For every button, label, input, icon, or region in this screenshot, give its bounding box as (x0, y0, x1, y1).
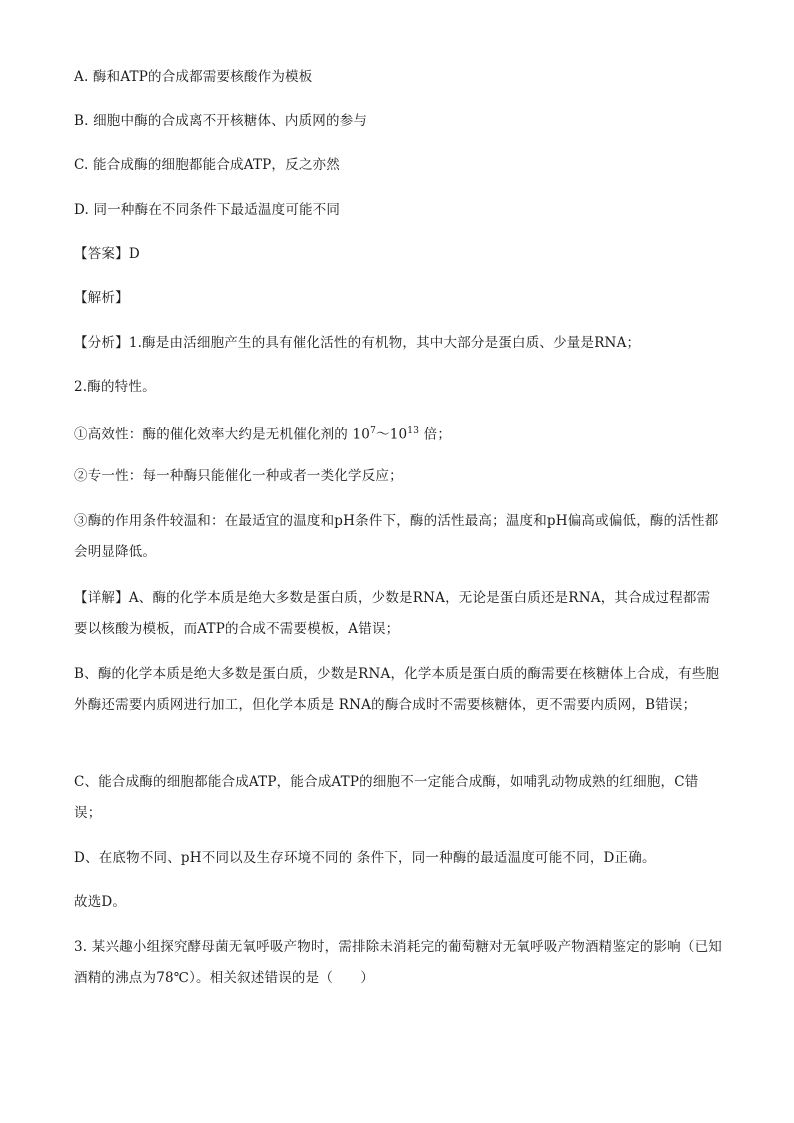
fenxi-tag: 【分析】 (74, 335, 129, 351)
option-d: D. 同一种酶在不同条件下最适温度可能不同 (74, 202, 341, 218)
fenxi-point-5: ③酶的作用条件较温和：在最适宜的温度和pH条件下，酶的活性最高；温度和pH偏高或偏低，酶的活性都会明显降低。 (74, 513, 719, 560)
question-3: 3. 某兴趣小组探究酵母菌无氧呼吸产物时，需排除未消耗完的葡萄糖对无氧呼吸产物酒精鉴定的影响（已知酒精的沸点为78℃）。相关叙述错误的是（ ） (74, 939, 722, 986)
xiangjie-c: C、能合成酶的细胞都能合成ATP，能合成ATP的细胞不一定能合成酶，如哺乳动物成熟的红细胞，C错误； (74, 774, 699, 821)
option-c: C. 能合成酶的细胞都能合成ATP，反之亦然 (74, 157, 340, 173)
fenxi-line (74, 333, 640, 353)
exponent-7: 7 (370, 426, 377, 436)
point-3-range: ～10 (376, 426, 408, 443)
xiangjie-tag: 【详解】 (74, 590, 129, 606)
xiangjie-d: D、在底物不同、pH不同以及生存环境不同的 条件下，同一种酶的最适温度可能不同，D正确。 (74, 850, 656, 866)
point-3-tail: 倍； (419, 426, 452, 443)
conclusion: 故选D。 (74, 894, 127, 910)
xiangjie-a (74, 583, 722, 645)
fenxi-point-4: ②专一性：每一种酶只能催化一种或者一类化学反应； (74, 468, 403, 484)
analysis-tag: 【解析】 (74, 290, 129, 306)
fenxi-point-2: 2.酶的特性。 (74, 379, 156, 395)
answer-value: D (128, 246, 140, 262)
fenxi-point-3 (74, 421, 451, 445)
fenxi-point-1: 1.酶是由活细胞产生的具有催化活性的有机物，其中大部分是蛋白质、少量是RNA； (128, 335, 641, 351)
answer-line (74, 244, 140, 264)
answer-tag: 【答案】 (74, 246, 129, 262)
option-a: A. 酶和ATP的合成都需要核酸作为模板 (74, 69, 313, 85)
option-b: B. 细胞中酶的合成离不开核糖体、内质网的参与 (74, 113, 368, 129)
exponent-13: 13 (407, 426, 420, 436)
xiangjie-b: B、酶的化学本质是绝大多数是蛋白质，少数是RNA，化学本质是蛋白质的酶需要在核糖体上合成，有些胞外酶还需要内质网进行加工，但化学本质是 RNA的酶合成时不需要核糖体，更不需要内质网，B错误； (74, 666, 720, 713)
xiangjie-a-text: A、酶的化学本质是绝大多数是蛋白质，少数是RNA，无论是蛋白质还是RNA，其合成过程都需要以核酸为模板，而ATP的合成不需要模板，A错误； (74, 590, 711, 637)
point-3-text: ①高效性：酶的催化效率大约是无机催化剂的 10 (74, 426, 371, 443)
